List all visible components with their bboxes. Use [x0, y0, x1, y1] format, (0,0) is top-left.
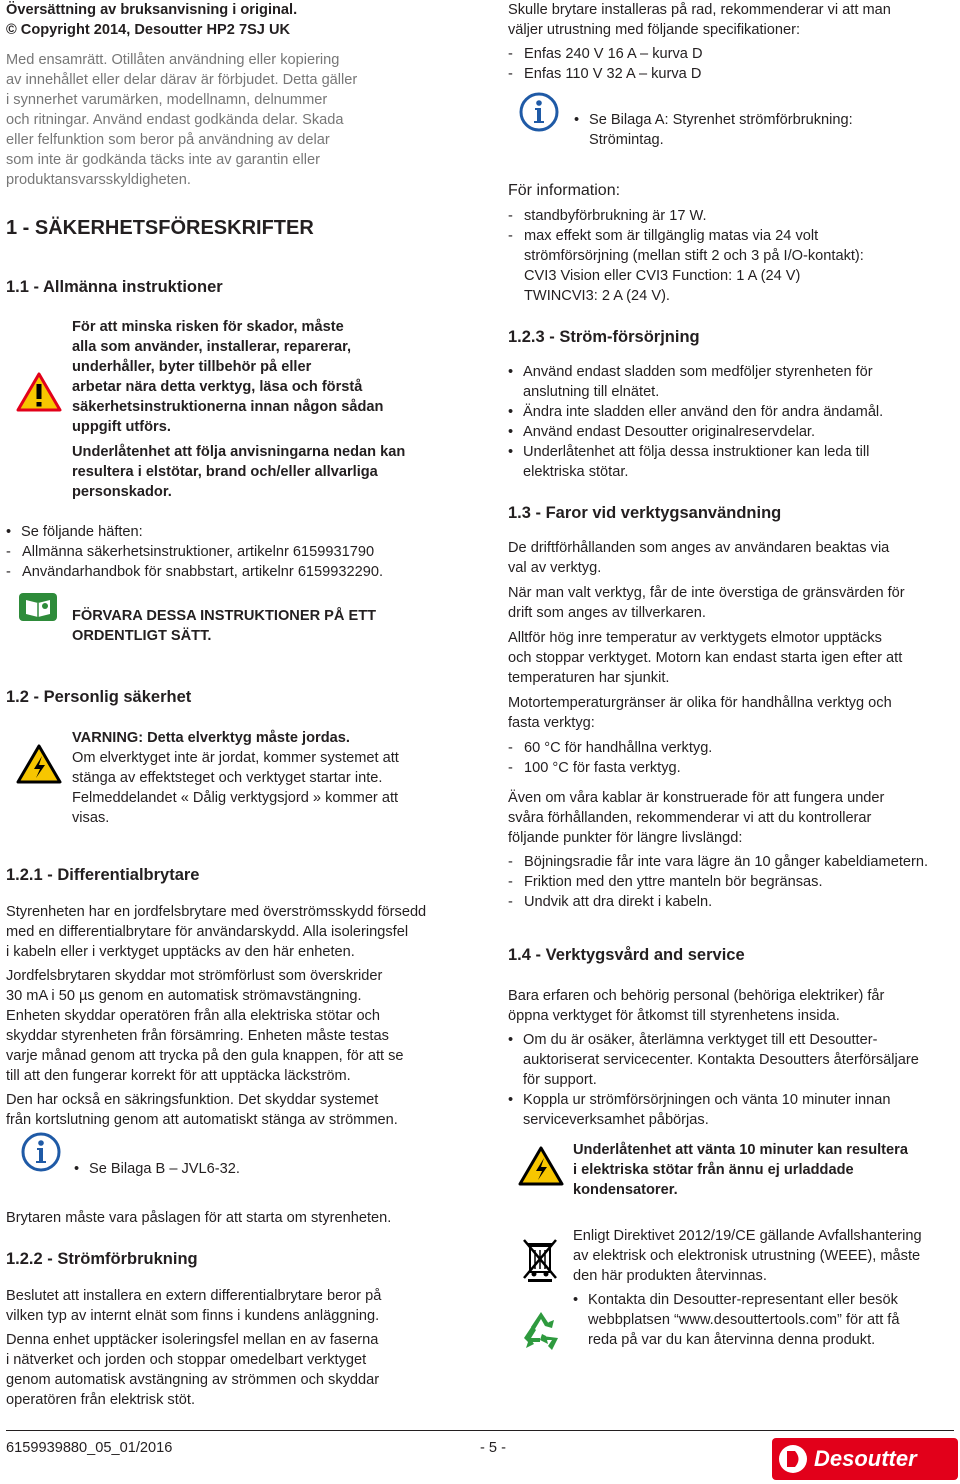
rcd-paragraph-1: [6, 902, 466, 962]
text-line: De driftförhållanden som anges av användaren beaktas via: [508, 540, 890, 556]
text-line: ORDENTLIGT SÄTT.: [72, 628, 212, 644]
text-line: fasta verktyg:: [508, 715, 595, 731]
consumption-paragraph-2: [6, 1330, 466, 1410]
temp-item: - 100 °C för fasta verktyg.: [508, 758, 958, 778]
text-line: arbetar nära detta verktyg, läsa och förstå: [72, 379, 363, 395]
section-1-1-heading: 1.1 - Allmänna instruktioner: [6, 278, 223, 296]
spec-item: - Enfas 110 V 32 A – kurva D: [508, 64, 958, 84]
text-line: den här produkten återvinnas.: [573, 1268, 767, 1284]
text-line: produktansvarsskyldigheten.: [6, 172, 191, 188]
section-1-2-heading: 1.2 - Personlig säkerhet: [6, 688, 192, 706]
care-paragraph: [508, 986, 958, 1026]
text-line: av elektrisk och elektronisk utrustning (WEEE), måste: [573, 1248, 921, 1264]
text-line: serviceverksamhet påbörjas.: [523, 1112, 709, 1128]
capacitor-warning: [573, 1140, 958, 1200]
text-line: av innehållet eller delar därav är förbjudet. Detta gäller: [6, 72, 358, 88]
text-line: Underlåtenhet att vänta 10 minuter kan resultera: [573, 1142, 908, 1158]
text-line: Bara erfaren och behörig personal (behöriga elektriker) får: [508, 988, 885, 1004]
text-line: För att minska risken för skador, måste: [72, 319, 344, 335]
power-item: • Använd endast Desoutter originalreservdelar.: [508, 422, 958, 442]
hazard-paragraph-3: [508, 628, 958, 688]
text-line: och stoppar verktyget. Motorn kan endast starta igen efter att: [508, 650, 903, 666]
text-line: temperaturen har sjunkit.: [508, 670, 670, 686]
section-1-2-1-heading: 1.2.1 - Differentialbrytare: [6, 866, 200, 884]
text-line: Kontakta din Desoutter-representant eller besök: [588, 1292, 898, 1308]
doc-reference: 6159939880_05_01/2016: [6, 1440, 173, 1456]
grounding-warning: [72, 728, 466, 828]
text-line: Strömintag.: [589, 132, 664, 148]
breaker-on-note: [6, 1208, 466, 1228]
consumption-paragraph-1: [6, 1286, 466, 1326]
section-1-2-3-heading: 1.2.3 - Ström-försörjning: [508, 328, 700, 346]
text-line: uppgift utförs.: [72, 419, 171, 435]
warning-icon: [16, 372, 62, 412]
text-line: säkerhetsinstruktionerna innan någon sådan: [72, 399, 384, 415]
temperature-list: [508, 738, 958, 778]
text-line: och ritningar. Använd endast godkända delar. Skada: [6, 112, 344, 128]
text-line: Koppla ur strömförsörjningen och vänta 10 minuter innan: [523, 1092, 891, 1108]
section-1-heading: 1 - SÄKERHETSFÖRESKRIFTER: [6, 217, 314, 239]
info-icon: [516, 92, 562, 132]
text-line: Alltför hög inre temperatur av verktygets elmotor upptäcks: [508, 630, 882, 646]
copyright-title: © Copyright 2014, Desoutter HP2 7SJ UK: [6, 22, 291, 38]
text-line: stänga av effektsteget och verktyget startar inte.: [72, 770, 383, 786]
copyright-notice: [6, 50, 466, 190]
text-line: i synnerhet varumärken, modellnamn, delnummer: [6, 92, 328, 108]
text-line: reda på var du kan återvinna denna produkt.: [588, 1332, 876, 1348]
annex-a-note: [574, 110, 958, 150]
care-list: [508, 1030, 958, 1130]
see-annex-b: • Se Bilaga B – JVL6-32.: [74, 1159, 466, 1179]
for-info: För information:: [508, 182, 621, 199]
translation-title: Översättning av bruksanvisning i original.: [6, 2, 298, 18]
text-line: Jordfelsbrytaren skyddar mot strömförlust som överskrider: [6, 968, 383, 984]
text-line: Om elverktyget inte är jordat, kommer systemet att: [72, 750, 399, 766]
power-item: • Ändra inte sladden eller använd den för andra ändamål.: [508, 402, 958, 422]
text-line: i nätverket och jorden och stoppar omedelbart verktyget: [6, 1352, 367, 1368]
text-line: Denna enhet upptäcker isoleringsfel mellan en av faserna: [6, 1332, 379, 1348]
power-list: [508, 362, 958, 482]
weee-bin-icon: [520, 1236, 560, 1282]
hazard-paragraph-5: [508, 788, 958, 848]
text-line: 30 mA i 50 µs genom en automatisk strömavstängning.: [6, 988, 362, 1004]
safety-warning-2: [72, 442, 466, 502]
text-line: följande punkter för längre livslängd:: [508, 830, 743, 846]
text-line: Om du är osäker, återlämna verktyget till ett Desoutter-: [523, 1032, 878, 1048]
text-line: TWINCVI3: 2 A (24 V).: [524, 288, 670, 304]
text-line: Använd endast sladden som medföljer styrenheten för: [523, 364, 873, 380]
text-line: strömförsörjning (mellan stift 2 och 3 på I/O-kontakt):: [524, 248, 864, 264]
section-1-3-heading: 1.3 - Faror vid verktygsanvändning: [508, 504, 782, 522]
text-line: vilken typ av internt elnät som finns i kundens anläggning.: [6, 1308, 380, 1324]
section-1-2-2-heading: 1.2.2 - Strömförbrukning: [6, 1250, 198, 1268]
text-line: Se Bilaga A: Styrenhet strömförbrukning:: [589, 112, 853, 128]
recycle-icon: [518, 1308, 564, 1354]
logo-wordmark: Desoutter: [814, 1446, 917, 1471]
care-item: [508, 1090, 958, 1130]
varning-text: VARNING: Detta elverktyg måste jordas.: [72, 730, 350, 746]
text-line: Skulle brytare installeras på rad, rekommenderar vi att man: [508, 2, 891, 18]
booklet-item: - Användarhandbok för snabbstart, artikelnr 6159932290.: [6, 562, 466, 582]
info-icon: [18, 1132, 64, 1172]
text-line: resultera i elstötar, brand och/eller allvarliga: [72, 464, 378, 480]
text-line: personskador.: [72, 484, 172, 500]
page-number: - 5 -: [480, 1440, 506, 1456]
text-line: eller felfunktion som beror på användning av delar: [6, 132, 330, 148]
text-line: svåra förhållanden, rekommenderar vi att du kontrollerar: [508, 810, 872, 826]
temp-item: - 60 °C för handhållna verktyg.: [508, 738, 958, 758]
section-1-4-heading: 1.4 - Verktygsvård and service: [508, 946, 745, 964]
text-line: Den har också en säkringsfunktion. Det skyddar systemet: [6, 1092, 379, 1108]
text-line: Även om våra kablar är konstruerade för att fungera under: [508, 790, 885, 806]
hazard-paragraph-2: [508, 583, 958, 623]
text-line: val av verktyg.: [508, 560, 602, 576]
text-line: operatören från elektrisk stöt.: [6, 1392, 195, 1408]
booklet-item: - Allmänna säkerhetsinstruktioner, artikelnr 6159931790: [6, 542, 466, 562]
text-line: Styrenheten har en jordfelsbrytare med överströmsskydd försedd: [6, 904, 427, 920]
care-item: [508, 1030, 958, 1090]
weee-list: [573, 1290, 958, 1350]
text-line: i elektriska stötar från ännu ej urladdade: [573, 1162, 854, 1178]
text-line: CVI3 Vision eller CVI3 Function: 1 A (24 V): [524, 268, 801, 284]
text-line: väljer utrustning med följande specifikationer:: [508, 22, 801, 38]
text-line: När man valt verktyg, får de inte överstiga de gränsvärden för: [508, 585, 905, 601]
text-line: för support.: [523, 1072, 597, 1088]
weee-paragraph: [573, 1226, 958, 1286]
rcd-paragraph-2: [6, 966, 466, 1086]
cable-item: - Undvik att dra direkt i kabeln.: [508, 892, 958, 912]
text-line: öppna verktyget för åtkomst till styrenhetens insida.: [508, 1008, 840, 1024]
text-line: i kabeln eller i verktyget upptäcks av den här enheten.: [6, 944, 355, 960]
booklets-section: [6, 522, 466, 582]
text-line: Med ensamrätt. Otillåten användning eller kopiering: [6, 52, 340, 68]
text-line: Brytaren måste vara påslagen för att starta om styrenheten.: [6, 1210, 392, 1226]
text-line: Underlåtenhet att följa anvisningarna nedan kan: [72, 444, 406, 460]
read-manual-icon: [18, 592, 58, 622]
text-line: FÖRVARA DESSA INSTRUKTIONER PÅ ETT: [72, 608, 377, 624]
power-item: [508, 442, 958, 482]
text-line: Motortemperaturgränser är olika för handhållna verktyg och: [508, 695, 892, 711]
info-item: [508, 226, 958, 306]
text-line: kondensatorer.: [573, 1182, 678, 1198]
text-line: till att den fungerar korrekt för att upptäcka läckström.: [6, 1068, 351, 1084]
annex-b-note: [74, 1159, 466, 1179]
text-line: varje månad genom att trycka på den gula knappen, för att se: [6, 1048, 404, 1064]
safety-warning: [72, 317, 466, 437]
desoutter-logo: [772, 1438, 958, 1480]
hazard-paragraph-1: [508, 538, 958, 578]
cable-list: [508, 852, 958, 912]
weee-item: [573, 1290, 958, 1350]
rcd-paragraph-3: [6, 1090, 466, 1130]
electric-hazard-icon: [16, 744, 62, 784]
text-line: underhåller, byter tillbehör på eller: [72, 359, 312, 375]
logo-emblem-icon: [778, 1443, 808, 1475]
text-line: webbplatsen “www.desouttertools.com” för att få: [588, 1312, 900, 1328]
text-line: visas.: [72, 810, 110, 826]
text-line: alla som använder, installerar, reparerar,: [72, 339, 352, 355]
text-line: max effekt som är tillgänglig matas via 24 volt: [524, 228, 819, 244]
info-list: [508, 206, 958, 306]
footer-rule: [6, 1430, 954, 1431]
text-line: med en differentialbrytare för användarskydd. Alla isoleringsfel: [6, 924, 409, 940]
text-line: från kortslutning genom att automatiskt stänga av strömmen.: [6, 1112, 398, 1128]
cable-item: - Friktion med den yttre manteln bör begränsas.: [508, 872, 958, 892]
install-paragraph: [508, 0, 958, 40]
electric-hazard-icon: [518, 1146, 564, 1186]
see-annex-a: [574, 110, 958, 150]
text-line: drift som anges av tillverkaren.: [508, 605, 706, 621]
hazard-paragraph-4: [508, 693, 958, 733]
text-line: skyddar styrenheten från försämring. Enheten måste testas: [6, 1028, 389, 1044]
text-line: elektriska stötar.: [523, 464, 629, 480]
text-line: genom automatisk avstängning av strömmen och skyddar: [6, 1372, 380, 1388]
text-line: Enheten skyddar operatören från alla elektriska stötar och: [6, 1008, 380, 1024]
text-line: Underlåtenhet att följa dessa instruktioner kan leda till: [523, 444, 870, 460]
spec-item: - Enfas 240 V 16 A – kurva D: [508, 44, 958, 64]
text-line: Enligt Direktivet 2012/19/CE gällande Avfallshantering: [573, 1228, 922, 1244]
power-item: [508, 362, 958, 402]
install-specs: [508, 44, 958, 84]
cable-item: - Böjningsradie får inte vara lägre än 10 gånger kabeldiametern.: [508, 852, 958, 872]
text-line: anslutning till elnätet.: [523, 384, 660, 400]
text-line: som inte är godkända täcks inte av garantin eller: [6, 152, 320, 168]
text-line: auktoriserat servicecenter. Kontakta Desoutters återförsäljare: [523, 1052, 919, 1068]
text-line: Beslutet att installera en extern differentialbrytare beror på: [6, 1288, 382, 1304]
keep-instructions: [72, 606, 466, 646]
text-line: Felmeddelandet « Dålig verktygsjord » kommer att: [72, 790, 399, 806]
see-booklets: • Se följande häften:: [6, 522, 466, 542]
info-item: - standbyförbrukning är 17 W.: [508, 206, 958, 226]
